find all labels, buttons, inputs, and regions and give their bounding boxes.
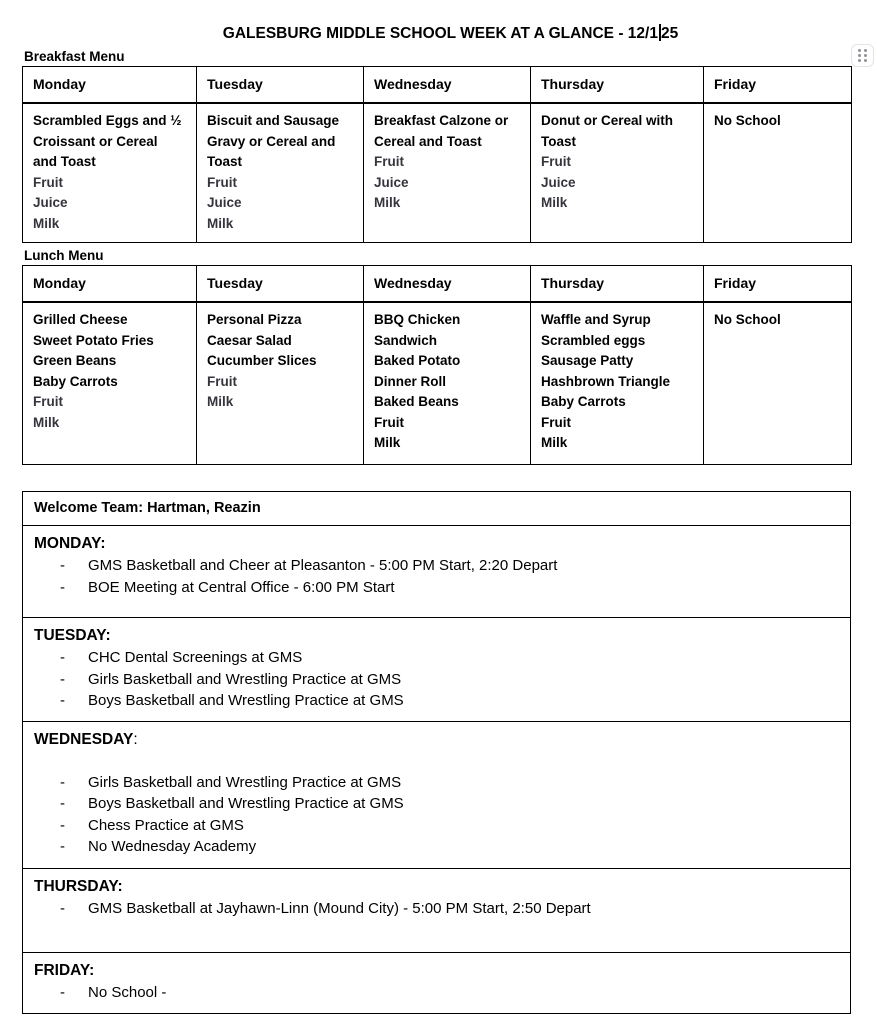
bullet-dash: - bbox=[60, 795, 65, 812]
menu-item: Dinner Roll bbox=[374, 373, 447, 389]
event-item bbox=[34, 793, 840, 815]
title-text-before: GALESBURG MIDDLE SCHOOL WEEK AT A GLANCE - 12/1 bbox=[222, 25, 658, 42]
wednesday-heading-text: WEDNESDAY bbox=[34, 730, 134, 748]
lunch-friday-cell[interactable] bbox=[704, 302, 852, 465]
event-item-text: CHC Dental Screenings at GMS bbox=[88, 649, 303, 666]
menu-item: Fruit bbox=[33, 394, 63, 409]
bullet-dash: - bbox=[60, 578, 65, 596]
breakfast-header-friday[interactable]: Friday bbox=[704, 67, 852, 104]
event-item bbox=[34, 982, 840, 1004]
lunch-wednesday-cell[interactable] bbox=[364, 302, 531, 465]
lunch-header-monday[interactable]: Monday bbox=[23, 266, 197, 303]
menu-item: Breakfast Calzone or Cereal and Toast bbox=[374, 113, 509, 149]
menu-item: Cucumber Slices bbox=[207, 353, 317, 368]
menu-item: Milk bbox=[541, 195, 568, 210]
event-item-text: Boys Basketball and Wrestling Practice at GMS bbox=[88, 692, 404, 709]
menu-item: No School bbox=[714, 113, 781, 128]
lunch-table bbox=[22, 265, 852, 465]
menu-item: Fruit bbox=[541, 414, 571, 430]
events-friday-cell[interactable] bbox=[23, 953, 851, 1014]
event-item bbox=[34, 555, 840, 577]
welcome-team-row bbox=[23, 492, 851, 526]
title-text-after: 25 bbox=[660, 25, 679, 42]
breakfast-menu-label: Breakfast Menu bbox=[24, 49, 125, 64]
menu-item: Milk bbox=[33, 414, 60, 430]
breakfast-friday-cell[interactable] bbox=[704, 103, 852, 243]
bullet-dash: - bbox=[60, 899, 65, 917]
menu-item: Fruit bbox=[207, 373, 237, 389]
breakfast-wednesday-cell[interactable] bbox=[364, 103, 531, 243]
menu-item: Fruit bbox=[541, 154, 571, 169]
bullet-dash: - bbox=[60, 838, 65, 855]
wednesday-heading bbox=[34, 729, 840, 751]
event-item-text: BOE Meeting at Central Office - 6:00 PM Start bbox=[88, 578, 395, 596]
document-title bbox=[36, 24, 865, 43]
menu-item: BBQ Chicken Sandwich bbox=[374, 312, 461, 348]
breakfast-header-monday[interactable]: Monday bbox=[23, 67, 197, 104]
event-item bbox=[34, 690, 840, 712]
breakfast-tuesday-cell[interactable] bbox=[197, 103, 364, 243]
menu-item: Caesar Salad bbox=[207, 332, 292, 348]
events-table bbox=[22, 491, 851, 1014]
event-item-text: No Wednesday Academy bbox=[88, 838, 257, 855]
event-item bbox=[34, 772, 840, 794]
friday-heading-text: FRIDAY: bbox=[34, 962, 95, 979]
event-item-text: GMS Basketball and Cheer at Pleasanton - 5:00 PM Start, 2:20 Depart bbox=[88, 557, 558, 574]
lunch-header-thursday[interactable]: Thursday bbox=[531, 266, 704, 303]
menu-item: Personal Pizza bbox=[207, 312, 302, 327]
menu-item: No School bbox=[714, 312, 781, 327]
menu-item: Fruit bbox=[374, 154, 404, 169]
menu-item: Fruit bbox=[374, 414, 404, 430]
lunch-monday-cell[interactable] bbox=[23, 302, 197, 465]
friday-bullets bbox=[34, 982, 840, 1004]
menu-item: Juice bbox=[374, 174, 409, 190]
menu-item: Waffle and Syrup bbox=[541, 312, 651, 327]
menu-item: Sausage Patty bbox=[541, 353, 634, 368]
events-wednesday-cell[interactable] bbox=[23, 721, 851, 868]
lunch-header-row bbox=[23, 266, 852, 303]
menu-item: Baby Carrots bbox=[541, 394, 626, 409]
events-row-wednesday bbox=[23, 721, 851, 868]
table-drag-handle-icon[interactable] bbox=[851, 44, 874, 67]
menu-item: Donut or Cereal with Toast bbox=[541, 113, 674, 149]
breakfast-header-row bbox=[23, 67, 852, 104]
menu-item: Milk bbox=[374, 195, 401, 210]
lunch-thursday-cell[interactable] bbox=[531, 302, 704, 465]
menu-item: Scrambled Eggs and ½ Croissant or Cereal and Toast bbox=[33, 113, 182, 169]
wednesday-heading-suffix: : bbox=[133, 730, 138, 748]
menu-item: Fruit bbox=[207, 174, 237, 190]
event-item-text: Girls Basketball and Wrestling Practice at GMS bbox=[88, 773, 402, 791]
lunch-header-wednesday[interactable]: Wednesday bbox=[364, 266, 531, 303]
tuesday-heading bbox=[34, 625, 840, 647]
tuesday-bullets bbox=[34, 647, 840, 712]
menu-item: Baby Carrots bbox=[33, 373, 118, 389]
lunch-header-tuesday[interactable]: Tuesday bbox=[197, 266, 364, 303]
friday-heading bbox=[34, 960, 840, 982]
bullet-dash: - bbox=[60, 649, 65, 666]
menu-item: Green Beans bbox=[33, 353, 117, 368]
menu-item: Milk bbox=[374, 435, 401, 450]
menu-item: Juice bbox=[33, 195, 68, 210]
breakfast-header-thursday[interactable]: Thursday bbox=[531, 67, 704, 104]
monday-heading bbox=[34, 533, 840, 555]
breakfast-header-tuesday[interactable]: Tuesday bbox=[197, 67, 364, 104]
menu-item: Milk bbox=[33, 215, 60, 231]
event-item-text: Boys Basketball and Wrestling Practice at GMS bbox=[88, 795, 404, 812]
menu-item: Milk bbox=[207, 215, 234, 231]
menu-item: Baked Potato bbox=[374, 353, 461, 368]
monday-bullets bbox=[34, 555, 840, 598]
event-item-text: Chess Practice at GMS bbox=[88, 816, 244, 834]
lunch-menu-label: Lunch Menu bbox=[24, 248, 104, 263]
menu-item: Juice bbox=[541, 174, 576, 190]
bullet-dash: - bbox=[60, 773, 65, 791]
thursday-heading bbox=[34, 876, 840, 898]
six-dot-grid-icon bbox=[858, 49, 867, 62]
breakfast-thursday-cell[interactable] bbox=[531, 103, 704, 243]
event-item bbox=[34, 577, 840, 599]
event-item-text: GMS Basketball at Jayhawn-Linn (Mound City) - 5:00 PM Start, 2:50 Depart bbox=[88, 899, 591, 917]
thursday-bullets bbox=[34, 898, 840, 920]
menu-item: Hashbrown Triangle bbox=[541, 373, 671, 389]
breakfast-header-wednesday[interactable]: Wednesday bbox=[364, 67, 531, 104]
tuesday-heading-text: TUESDAY: bbox=[34, 627, 111, 644]
bullet-dash: - bbox=[60, 557, 65, 574]
menu-item: Milk bbox=[541, 435, 568, 450]
menu-item: Milk bbox=[207, 394, 234, 409]
menu-item: Biscuit and Sausage Gravy or Cereal and Toast bbox=[207, 113, 340, 169]
wednesday-bullets bbox=[34, 772, 840, 858]
bullet-dash: - bbox=[60, 692, 65, 709]
menu-item: Fruit bbox=[33, 174, 63, 190]
event-item bbox=[34, 815, 840, 837]
event-item bbox=[34, 898, 840, 920]
events-row-thursday bbox=[23, 868, 851, 953]
breakfast-table bbox=[22, 66, 852, 243]
breakfast-body-row bbox=[23, 103, 852, 243]
events-row-friday bbox=[23, 953, 851, 1014]
menu-item: Scrambled eggs bbox=[541, 332, 646, 348]
bullet-dash: - bbox=[60, 816, 65, 834]
lunch-body-row bbox=[23, 302, 852, 465]
events-thursday-cell[interactable] bbox=[23, 868, 851, 953]
monday-heading-text: MONDAY: bbox=[34, 535, 106, 552]
menu-item: Grilled Cheese bbox=[33, 312, 128, 327]
events-monday-cell[interactable] bbox=[23, 526, 851, 618]
event-item bbox=[34, 647, 840, 669]
events-tuesday-cell[interactable] bbox=[23, 618, 851, 722]
lunch-header-friday[interactable]: Friday bbox=[704, 266, 852, 303]
event-item-text: No School - bbox=[88, 984, 167, 1001]
event-item bbox=[34, 669, 840, 691]
thursday-heading-text: THURSDAY: bbox=[34, 877, 123, 895]
menu-item: Sweet Potato Fries bbox=[33, 332, 154, 348]
bullet-dash: - bbox=[60, 984, 65, 1001]
menu-item: Juice bbox=[207, 195, 242, 210]
events-row-monday bbox=[23, 526, 851, 618]
events-row-tuesday bbox=[23, 618, 851, 722]
menu-item: Baked Beans bbox=[374, 394, 459, 409]
event-item bbox=[34, 836, 840, 858]
bullet-dash: - bbox=[60, 670, 65, 688]
lunch-tuesday-cell[interactable] bbox=[197, 302, 364, 465]
welcome-team-cell[interactable]: Welcome Team: Hartman, Reazin bbox=[23, 492, 851, 526]
breakfast-monday-cell[interactable] bbox=[23, 103, 197, 243]
event-item-text: Girls Basketball and Wrestling Practice at GMS bbox=[88, 670, 402, 688]
